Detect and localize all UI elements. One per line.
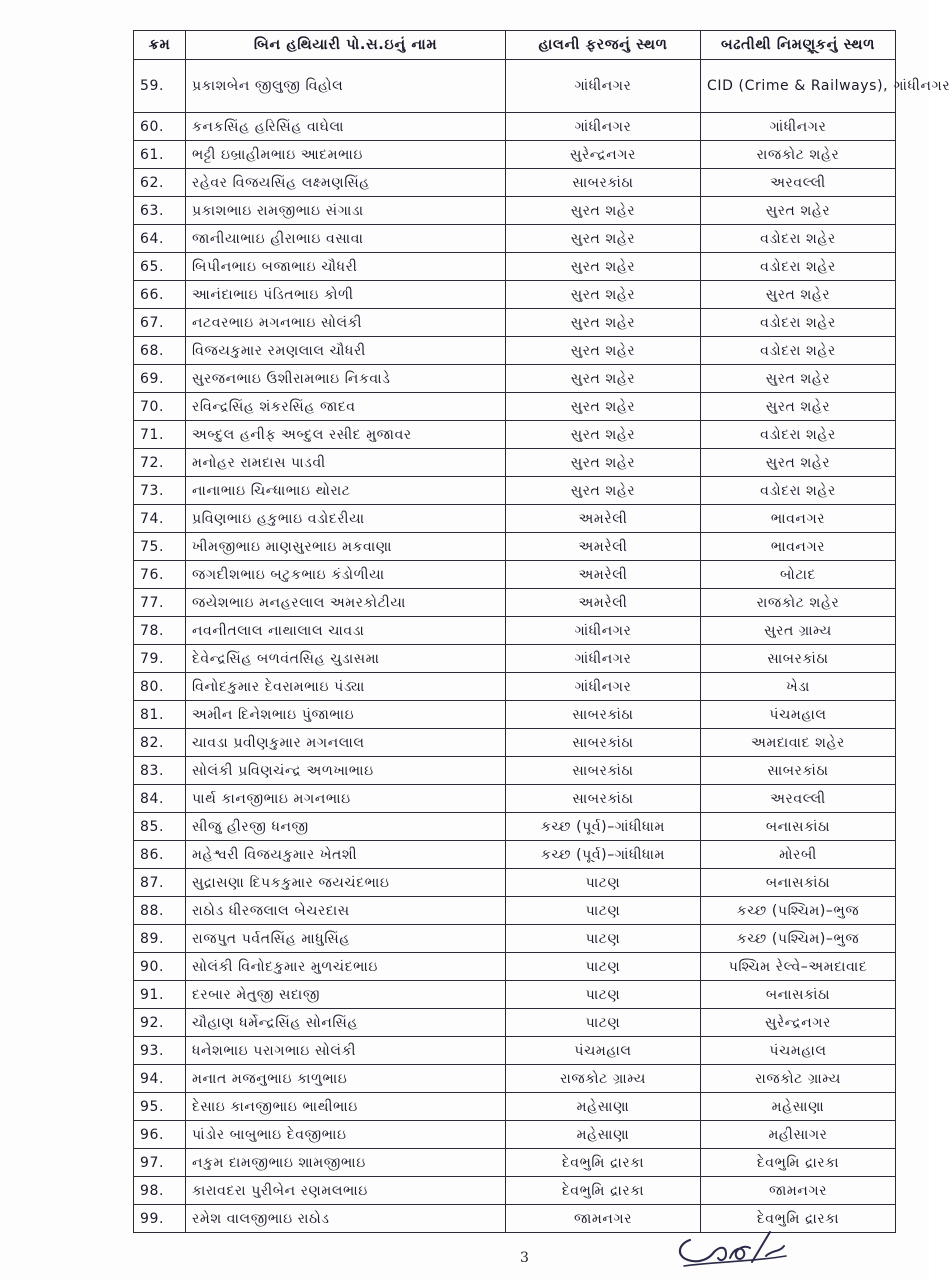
table-row <box>134 561 896 589</box>
row-serial: 73. <box>134 477 186 505</box>
row-promotion-posting: પંચમહાલ <box>701 1037 896 1065</box>
row-current-posting: મહેસાણા <box>506 1093 701 1121</box>
row-promotion-posting: પંચમહાલ <box>701 701 896 729</box>
row-serial: 67. <box>134 309 186 337</box>
row-promotion-posting: વડોદરા શહેર <box>701 477 896 505</box>
row-serial: 77. <box>134 589 186 617</box>
header-promotion-posting: બઢતીથી નિમણૂકનું સ્થળ <box>701 31 896 60</box>
row-serial: 59. <box>134 60 186 113</box>
row-serial: 81. <box>134 701 186 729</box>
row-name: સીજુ હીરજી ધનજી <box>186 813 506 841</box>
row-name: રાજપુત પર્વતસિંહ માધુસિંહ <box>186 925 506 953</box>
row-name: દેસાઇ કાનજીભાઇ ભાથીભાઇ <box>186 1093 506 1121</box>
row-serial: 64. <box>134 225 186 253</box>
row-name: નાનાભાઇ ચિન્ધાભાઇ થોરાટ <box>186 477 506 505</box>
table-row <box>134 141 896 169</box>
row-name: સુદ્રાસણા દિપકકુમાર જયચંદભાઇ <box>186 869 506 897</box>
row-serial: 69. <box>134 365 186 393</box>
table-body <box>134 60 950 1233</box>
row-current-posting: સાબરકાંઠા <box>506 757 701 785</box>
row-promotion-posting: રાજકોટ શહેર <box>701 589 896 617</box>
table-row <box>134 1093 896 1121</box>
row-serial: 97. <box>134 1149 186 1177</box>
row-promotion-posting: કચ્છ (પશ્ચિમ)–ભુજ <box>701 925 896 953</box>
row-name: ખીમજીભાઇ માણસુરભાઇ મકવાણા <box>186 533 506 561</box>
row-serial: 87. <box>134 869 186 897</box>
row-promotion-posting: ખેડા <box>701 673 896 701</box>
row-name: જગદીશભાઇ બટુકભાઇ કંડોળીયા <box>186 561 506 589</box>
row-name: ચૌહાણ ધર્મેન્દ્રસિંહ સોનસિંહ <box>186 1009 506 1037</box>
row-name: પાર્થ કાનજીભાઇ મગનભાઇ <box>186 785 506 813</box>
row-current-posting: સુરેન્દ્રનગર <box>506 141 701 169</box>
row-current-posting: મહેસાણા <box>506 1121 701 1149</box>
header-serial: ક્રમ <box>134 31 186 60</box>
row-current-posting: સાબરકાંઠા <box>506 701 701 729</box>
row-promotion-posting: રાજકોટ ગ્રામ્ય <box>701 1065 896 1093</box>
row-serial: 72. <box>134 449 186 477</box>
row-name: પ્રવિણભાઇ હકુભાઇ વડોદરીયા <box>186 505 506 533</box>
row-serial: 94. <box>134 1065 186 1093</box>
row-name: પ્રકાશબેન જીલુજી વિહોલ <box>186 60 506 113</box>
table-row <box>134 757 896 785</box>
row-current-posting: અમરેલી <box>506 533 701 561</box>
row-current-posting: સુરત શહેર <box>506 225 701 253</box>
table-row <box>134 925 896 953</box>
row-promotion-posting: બોટાદ <box>701 561 896 589</box>
row-name: રમેશ વાલજીભાઇ રાઠોડ <box>186 1205 506 1233</box>
row-serial: 78. <box>134 617 186 645</box>
row-serial: 62. <box>134 169 186 197</box>
row-promotion-posting: સુરેન્દ્રનગર <box>701 1009 896 1037</box>
row-name: વિજયકુમાર રમણલાલ ચૌધરી <box>186 337 506 365</box>
row-name: રાઠોડ ધીરજલાલ બેચરદાસ <box>186 897 506 925</box>
row-serial: 83. <box>134 757 186 785</box>
table-row <box>134 673 896 701</box>
row-current-posting: પાટણ <box>506 981 701 1009</box>
row-current-posting: સાબરકાંઠા <box>506 169 701 197</box>
row-name: રવિન્દ્રસિંહ શંકરસિંહ જાદવ <box>186 393 506 421</box>
table-row <box>134 1177 896 1205</box>
row-serial: 80. <box>134 673 186 701</box>
row-name: જયેશભાઇ મનહરલાલ અમરકોટીયા <box>186 589 506 617</box>
table-row <box>134 701 896 729</box>
row-promotion-posting: વડોદરા શહેર <box>701 337 896 365</box>
row-current-posting: પાટણ <box>506 1009 701 1037</box>
row-name: સોલંકી વિનોદકુમાર મુળચંદભાઇ <box>186 953 506 981</box>
row-serial: 89. <box>134 925 186 953</box>
row-name: કારાવદરા પુરીબેન રણમલભાઇ <box>186 1177 506 1205</box>
row-name: દરબાર મેતુજી સદાજી <box>186 981 506 1009</box>
row-promotion-posting: અરવલ્લી <box>701 785 896 813</box>
row-current-posting: ગાંધીનગર <box>506 645 701 673</box>
row-promotion-posting: સાબરકાંઠા <box>701 757 896 785</box>
row-name: જાનીયાભાઇ હીરાભાઇ વસાવા <box>186 225 506 253</box>
row-current-posting: સુરત શહેર <box>506 337 701 365</box>
row-name: પાંડોર બાબુભાઇ દેવજીભાઇ <box>186 1121 506 1149</box>
row-current-posting: અમરેલી <box>506 561 701 589</box>
table-row <box>134 60 896 113</box>
row-current-posting: ગાંધીનગર <box>506 673 701 701</box>
row-name: દેવેન્દ્રસિંહ બળવંતસિહ ચુડાસમા <box>186 645 506 673</box>
row-serial: 68. <box>134 337 186 365</box>
row-promotion-posting: વડોદરા શહેર <box>701 309 896 337</box>
row-name: વિનોદકુમાર દેવરામભાઇ પંડ્યા <box>186 673 506 701</box>
row-current-posting: દેવભુમિ દ્રારકા <box>506 1149 701 1177</box>
row-promotion-posting: ગાંધીનગર <box>701 113 896 141</box>
row-serial: 91. <box>134 981 186 1009</box>
row-promotion-posting: દેવભુમિ દ્રારકા <box>701 1149 896 1177</box>
row-name: આનંદાભાઇ પંડિતભાઇ કોળી <box>186 281 506 309</box>
row-promotion-posting: બનાસકાંઠા <box>701 813 896 841</box>
table-row <box>134 281 896 309</box>
row-current-posting: ગાંધીનગર <box>506 617 701 645</box>
row-name: નટવરભાઇ મગનભાઇ સોલંકી <box>186 309 506 337</box>
table-row <box>134 1037 896 1065</box>
table-row <box>134 1065 896 1093</box>
row-promotion-posting: ભાવનગર <box>701 533 896 561</box>
row-current-posting: સુરત શહેર <box>506 421 701 449</box>
row-serial: 86. <box>134 841 186 869</box>
row-promotion-posting: વડોદરા શહેર <box>701 421 896 449</box>
header-current-posting: હાલની ફરજનું સ્થળ <box>506 31 701 60</box>
row-serial: 88. <box>134 897 186 925</box>
row-name: ભટ્ટી ઇબ્રાહીમભાઇ આદમભાઇ <box>186 141 506 169</box>
row-promotion-posting: સુરત શહેર <box>701 281 896 309</box>
page-number: 3 <box>520 1250 529 1266</box>
row-current-posting: રાજકોટ ગ્રામ્ય <box>506 1065 701 1093</box>
table-row <box>134 785 896 813</box>
row-current-posting: કચ્છ (પૂર્વ)–ગાંધીધામ <box>506 813 701 841</box>
row-serial: 99. <box>134 1205 186 1233</box>
row-current-posting: ગાંધીનગર <box>506 60 701 113</box>
row-promotion-posting: પશ્ચિમ રેલ્વે–અમદાવાદ <box>701 953 896 981</box>
row-current-posting: જામનગર <box>506 1205 701 1233</box>
row-current-posting: સુરત શહેર <box>506 393 701 421</box>
row-name: નવનીતલાલ નાથાલાલ ચાવડા <box>186 617 506 645</box>
table-row <box>134 897 896 925</box>
row-serial: 65. <box>134 253 186 281</box>
row-current-posting: સાબરકાંઠા <box>506 729 701 757</box>
table-row <box>134 477 896 505</box>
row-promotion-posting: મહેસાણા <box>701 1093 896 1121</box>
row-promotion-posting: બનાસકાંઠા <box>701 981 896 1009</box>
row-current-posting: સુરત શહેર <box>506 281 701 309</box>
row-current-posting: સુરત શહેર <box>506 365 701 393</box>
table-row <box>134 309 896 337</box>
row-current-posting: સાબરકાંઠા <box>506 785 701 813</box>
row-current-posting: કચ્છ (પૂર્વ)–ગાંધીધામ <box>506 841 701 869</box>
row-serial: 93. <box>134 1037 186 1065</box>
row-name: અમીન દિનેશભાઇ પુંજાભાઇ <box>186 701 506 729</box>
row-promotion-posting: સુરત ગ્રામ્ય <box>701 617 896 645</box>
table-row <box>134 589 896 617</box>
table-row <box>134 225 896 253</box>
table-row <box>134 505 896 533</box>
row-current-posting: પંચમહાલ <box>506 1037 701 1065</box>
promotion-posting-table <box>133 30 950 1233</box>
row-name: અબ્દુલ હનીફ અબ્દુલ રસીદ મુજાવર <box>186 421 506 449</box>
table-row <box>134 981 896 1009</box>
row-current-posting: સુરત શહેર <box>506 253 701 281</box>
row-current-posting: સુરત શહેર <box>506 197 701 225</box>
row-promotion-posting: દેવભુમિ દ્રારકા <box>701 1205 896 1233</box>
row-promotion-posting: સાબરકાંઠા <box>701 645 896 673</box>
row-name: મનાત મજનુભાઇ કાળુભાઇ <box>186 1065 506 1093</box>
table-row <box>134 1121 896 1149</box>
row-serial: 82. <box>134 729 186 757</box>
row-serial: 61. <box>134 141 186 169</box>
row-current-posting: અમરેલી <box>506 589 701 617</box>
row-current-posting: દેવભુમિ દ્રારકા <box>506 1177 701 1205</box>
table-row <box>134 449 896 477</box>
table-row <box>134 1149 896 1177</box>
row-current-posting: પાટણ <box>506 925 701 953</box>
row-name: ચાવડા પ્રવીણકુમાર મગનલાલ <box>186 729 506 757</box>
row-name: સોલંકી પ્રવિણચંન્દ્ર અળખાભાઇ <box>186 757 506 785</box>
row-promotion-posting: બનાસકાંઠા <box>701 869 896 897</box>
table-row <box>134 421 896 449</box>
table-row <box>134 113 896 141</box>
row-serial: 79. <box>134 645 186 673</box>
table-row <box>134 337 896 365</box>
row-promotion-posting: CID (Crime & Railways), ગાંધીનગર <box>701 60 896 113</box>
row-name: સુરજનભાઇ ઉશીરામભાઇ નિકવાડે <box>186 365 506 393</box>
table-row <box>134 645 896 673</box>
row-current-posting: સુરત શહેર <box>506 449 701 477</box>
row-serial: 70. <box>134 393 186 421</box>
table-row <box>134 729 896 757</box>
row-serial: 63. <box>134 197 186 225</box>
signature-mark <box>670 1222 790 1270</box>
row-promotion-posting: કચ્છ (પશ્ચિમ)–ભુજ <box>701 897 896 925</box>
table-row <box>134 197 896 225</box>
table-row <box>134 841 896 869</box>
row-serial: 76. <box>134 561 186 589</box>
table-row <box>134 953 896 981</box>
row-promotion-posting: સુરત શહેર <box>701 449 896 477</box>
table-row <box>134 393 896 421</box>
row-current-posting: પાટણ <box>506 953 701 981</box>
table-row <box>134 869 896 897</box>
row-serial: 92. <box>134 1009 186 1037</box>
row-serial: 75. <box>134 533 186 561</box>
row-serial: 60. <box>134 113 186 141</box>
row-promotion-posting: જામનગર <box>701 1177 896 1205</box>
row-serial: 84. <box>134 785 186 813</box>
row-name: મહેશ્વરી વિજયકુમાર ખેતશી <box>186 841 506 869</box>
header-name: બિન હથિયારી પો.સ.ઇનું નામ <box>186 31 506 60</box>
table-row <box>134 813 896 841</box>
row-name: પ્રકાશભાઇ રામજીભાઇ સંગાડા <box>186 197 506 225</box>
table-row <box>134 1009 896 1037</box>
row-serial: 66. <box>134 281 186 309</box>
row-promotion-posting: અરવલ્લી <box>701 169 896 197</box>
table-row <box>134 365 896 393</box>
row-current-posting: સુરત શહેર <box>506 477 701 505</box>
row-current-posting: ગાંધીનગર <box>506 113 701 141</box>
row-name: બિપીનભાઇ બજાભાઇ ચૌધરી <box>186 253 506 281</box>
row-promotion-posting: સુરત શહેર <box>701 197 896 225</box>
row-promotion-posting: મોરબી <box>701 841 896 869</box>
row-current-posting: અમરેલી <box>506 505 701 533</box>
table-row <box>134 253 896 281</box>
row-name: ધનેશભાઇ પરાગભાઇ સોલંકી <box>186 1037 506 1065</box>
table-row <box>134 533 896 561</box>
table-header-row <box>134 31 896 60</box>
row-serial: 85. <box>134 813 186 841</box>
row-promotion-posting: સુરત શહેર <box>701 365 896 393</box>
row-current-posting: સુરત શહેર <box>506 309 701 337</box>
row-promotion-posting: રાજકોટ શહેર <box>701 141 896 169</box>
row-serial: 74. <box>134 505 186 533</box>
row-promotion-posting: સુરત શહેર <box>701 393 896 421</box>
row-serial: 96. <box>134 1121 186 1149</box>
row-promotion-posting: વડોદરા શહેર <box>701 253 896 281</box>
row-serial: 90. <box>134 953 186 981</box>
row-name: કનકસિંહ હરિસિંહ વાઘેલા <box>186 113 506 141</box>
row-serial: 95. <box>134 1093 186 1121</box>
row-name: નકુમ દામજીભાઇ શામજીભાઇ <box>186 1149 506 1177</box>
table-row <box>134 169 896 197</box>
row-current-posting: પાટણ <box>506 897 701 925</box>
row-promotion-posting: વડોદરા શહેર <box>701 225 896 253</box>
table-row <box>134 617 896 645</box>
row-serial: 98. <box>134 1177 186 1205</box>
row-promotion-posting: ભાવનગર <box>701 505 896 533</box>
row-promotion-posting: મહીસાગર <box>701 1121 896 1149</box>
row-current-posting: પાટણ <box>506 869 701 897</box>
row-serial: 71. <box>134 421 186 449</box>
row-promotion-posting: અમદાવાદ શહેર <box>701 729 896 757</box>
row-name: મનોહર રામદાસ પાડવી <box>186 449 506 477</box>
row-name: રહેવર વિજયસિંહ લક્ષ્મણસિંહ <box>186 169 506 197</box>
